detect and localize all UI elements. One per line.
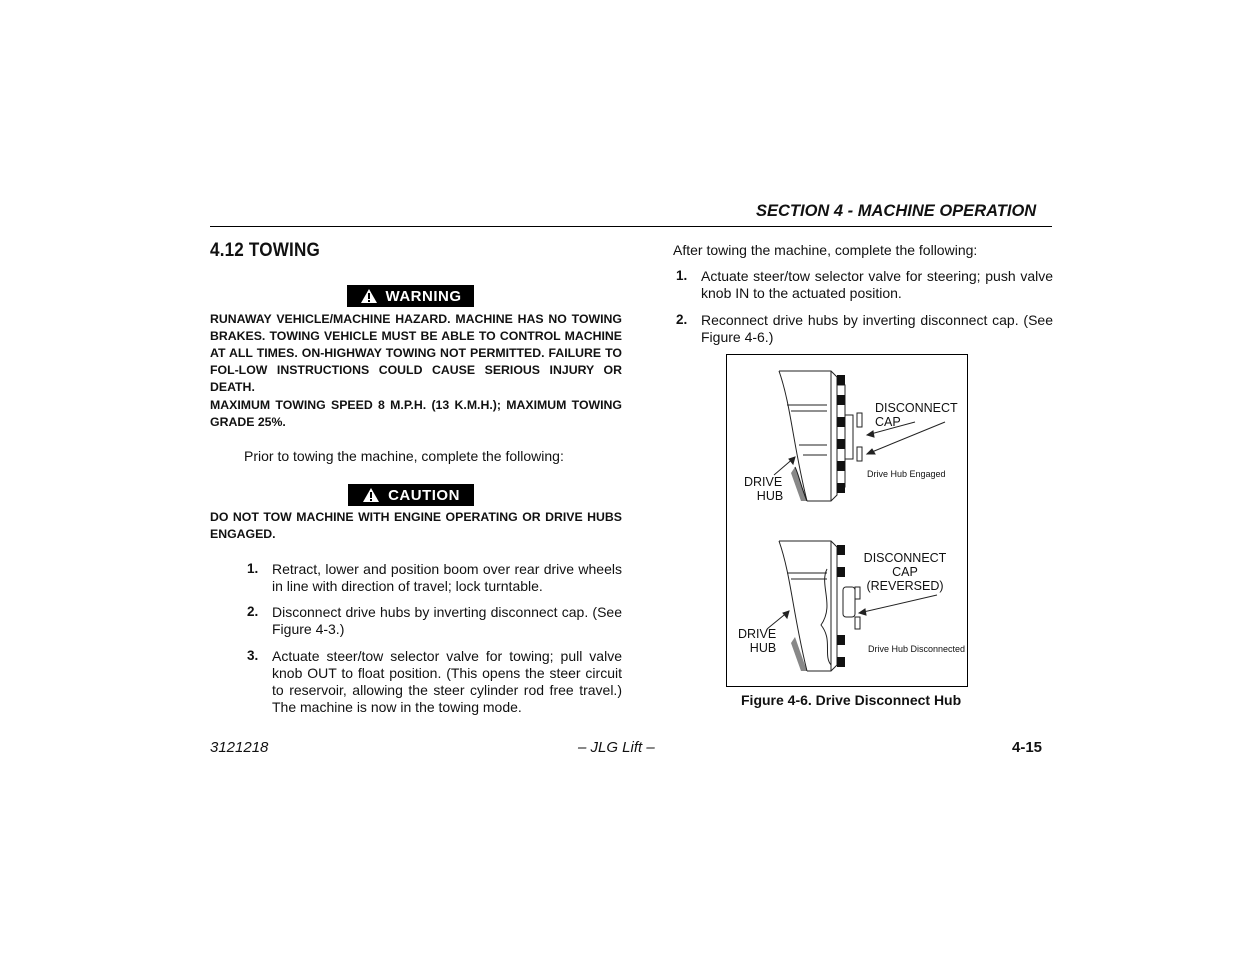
caution-paragraph: DO NOT TOW MACHINE WITH ENGINE OPERATING OR DRIVE HUBS ENGAGED. — [210, 510, 622, 541]
footer-center: – JLG Lift – — [578, 739, 655, 756]
bottom-hub-label-line-1: DRIVE — [738, 627, 777, 641]
after-step-1-number: 1. — [676, 268, 688, 283]
after-text: After towing the machine, complete the following: — [673, 242, 978, 258]
before-step-1-text: Retract, lower and position boom over rear drive wheels in line with direction of travel; lock turntable. — [272, 561, 622, 594]
section-title: 4.12 TOWING — [210, 240, 320, 261]
bottom-cap-label-line-1: DISCONNECT — [863, 551, 947, 565]
bottom-hub-label-line-2: HUB — [749, 641, 777, 655]
top-hub-label-line-1: DRIVE — [744, 475, 783, 489]
footer-doc-number: 3121218 — [210, 739, 269, 756]
figure-caption: Figure 4-6. Drive Disconnect Hub — [741, 692, 962, 708]
bottom-cap-label-line-2: CAP — [892, 565, 918, 579]
warning-paragraph-1: RUNAWAY VEHICLE/MACHINE HAZARD. MACHINE HAS NO TOWING BRAKES. TOWING VEHICLE MUST BE ABLE TO CONTROL MACHINE AT ALL TIMES. ON-HIGHWAY TOWING NOT PERMITTED. FAILURE TO FOL-LOW INSTRUCTIONS COULD CAUSE SERIOUS INJURY OR DEATH. — [210, 312, 622, 394]
prior-text: Prior to towing the machine, complete the following: — [244, 448, 564, 464]
top-state-label: Drive Hub Engaged — [867, 469, 946, 479]
after-step-2-number: 2. — [676, 312, 688, 327]
footer-page-number: 4-15 — [1012, 739, 1043, 756]
after-step-1-text: Actuate steer/tow selector valve for steering; push valve knob IN to the actuated position. — [701, 268, 1053, 301]
warning-paragraph-2: MAXIMUM TOWING SPEED 8 M.P.H. (13 K.M.H.); MAXIMUM TOWING GRADE 25%. — [210, 398, 622, 429]
before-step-2-text: Disconnect drive hubs by inverting disconnect cap. (See Figure 4-3.) — [272, 604, 622, 637]
before-step-3-text: Actuate steer/tow selector valve for towing; pull valve knob OUT to float position. (This opens the steer circuit to reservoir, allowing the steer cylinder rod free travel.) The machine is now in the towing mode. — [272, 648, 622, 715]
top-hub-label-line-2: HUB — [756, 489, 784, 503]
top-cap-label-line-1: DISCONNECT — [875, 401, 958, 415]
figure-frame — [726, 354, 968, 687]
before-step-1-number: 1. — [247, 561, 259, 576]
header-rule — [210, 226, 1052, 227]
caution-label: CAUTION — [388, 486, 460, 504]
before-step-2-number: 2. — [247, 604, 259, 619]
top-cap-label-line-2: CAP — [875, 415, 901, 429]
before-step-3-number: 3. — [247, 648, 259, 663]
warning-triangle-icon — [360, 288, 378, 304]
caution-triangle-icon — [362, 487, 380, 503]
caution-banner — [348, 484, 474, 506]
warning-label: WARNING — [385, 287, 462, 305]
section-header: SECTION 4 - MACHINE OPERATION — [756, 202, 1037, 220]
after-step-2-text: Reconnect drive hubs by inverting disconnect cap. (See Figure 4-6.) — [701, 312, 1053, 345]
warning-banner — [347, 285, 474, 307]
bottom-cap-label-line-3: (REVERSED) — [866, 579, 944, 593]
bottom-state-label: Drive Hub Disconnected — [868, 644, 966, 654]
